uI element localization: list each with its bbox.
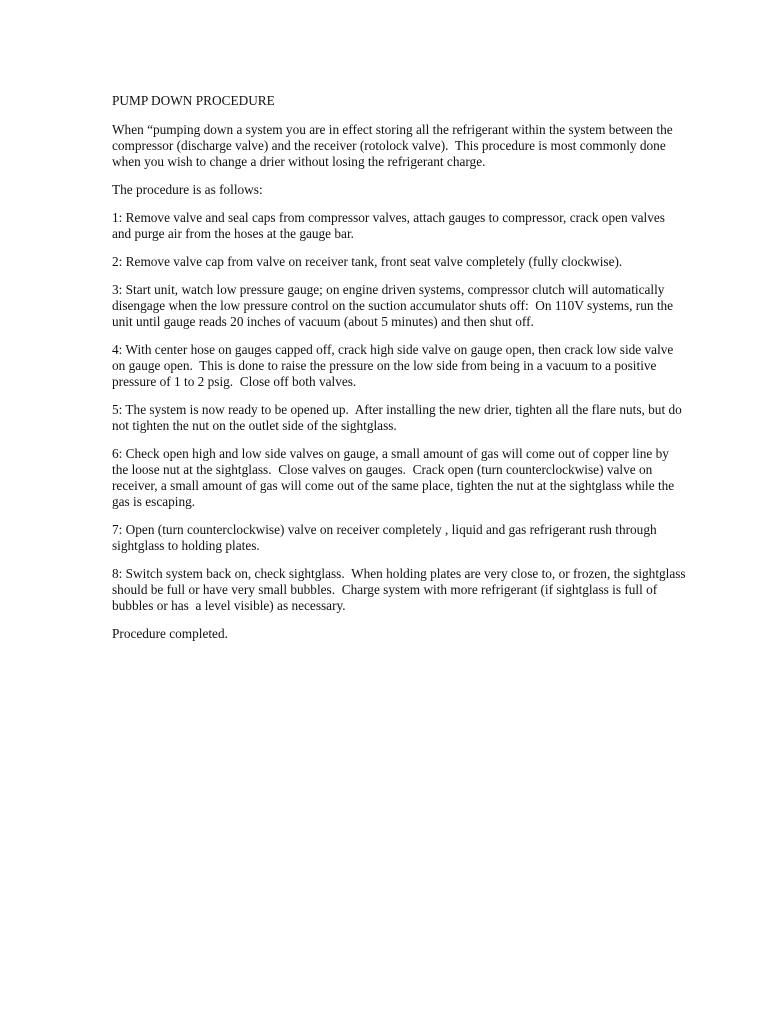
paragraph [112,522,712,554]
text-line: 4: With center hose on gauges capped off, crack high side valve on gauge open, then crack low side valve [112,342,674,357]
text-line: not tighten the nut on the outlet side of the sightglass. [112,418,397,433]
text-line: on gauge open. This is done to raise the pressure on the low side from being in a vacuum to a positive [112,358,657,373]
text-line: disengage when the low pressure control on the suction accumulator shuts off: On 110V systems, run the [112,298,674,313]
text-line: compressor (discharge valve) and the receiver (rotolock valve). This procedure is most commonly done [112,138,666,153]
text-line: pressure of 1 to 2 psig. Close off both valves. [112,374,357,389]
paragraph [112,122,712,170]
text-line: should be full or have very small bubbles. Charge system with more refrigerant (if sightglass is full of [112,582,658,597]
paragraph [112,254,712,270]
text-line: 5: The system is now ready to be opened up. After installing the new drier, tighten all the flare nuts, but do [112,402,682,417]
text-line: The procedure is as follows: [112,182,263,197]
paragraph [112,210,712,242]
paragraph [112,282,712,330]
paragraph [112,182,712,198]
text-line: when you wish to change a drier without losing the refrigerant charge. [112,154,486,169]
text-line: 2: Remove valve cap from valve on receiver tank, front seat valve completely (fully clockwise). [112,254,623,269]
text-line: and purge air from the hoses at the gauge bar. [112,226,354,241]
text-line: 7: Open (turn counterclockwise) valve on receiver completely , liquid and gas refrigerant rush through [112,522,657,537]
document-page [112,93,712,654]
document-body [112,122,712,642]
paragraph [112,402,712,434]
text-line: 8: Switch system back on, check sightglass. When holding plates are very close to, or frozen, the sightglass [112,566,686,581]
text-line: 6: Check open high and low side valves on gauge, a small amount of gas will come out of copper line by [112,446,669,461]
text-line: 3: Start unit, watch low pressure gauge; on engine driven systems, compressor clutch will automatically [112,282,665,297]
paragraph [112,566,712,614]
text-line: sightglass to holding plates. [112,538,260,553]
text-line: gas is escaping. [112,494,196,509]
paragraph [112,446,712,510]
text-line: Procedure completed. [112,626,228,641]
text-line: When “pumping down a system you are in effect storing all the refrigerant within the system between the [112,122,673,137]
paragraph [112,626,712,642]
document-title: PUMP DOWN PROCEDURE [112,93,275,108]
text-line: bubbles or has a level visible) as necessary. [112,598,346,613]
text-line: the loose nut at the sightglass. Close valves on gauges. Crack open (turn counterclockwise) valve on [112,462,653,477]
text-line: unit until gauge reads 20 inches of vacuum (about 5 minutes) and then shut off. [112,314,534,329]
text-line: 1: Remove valve and seal caps from compressor valves, attach gauges to compressor, crack open valves [112,210,665,225]
text-line: receiver, a small amount of gas will come out of the same place, tighten the nut at the sightglass while the [112,478,675,493]
paragraph [112,342,712,390]
